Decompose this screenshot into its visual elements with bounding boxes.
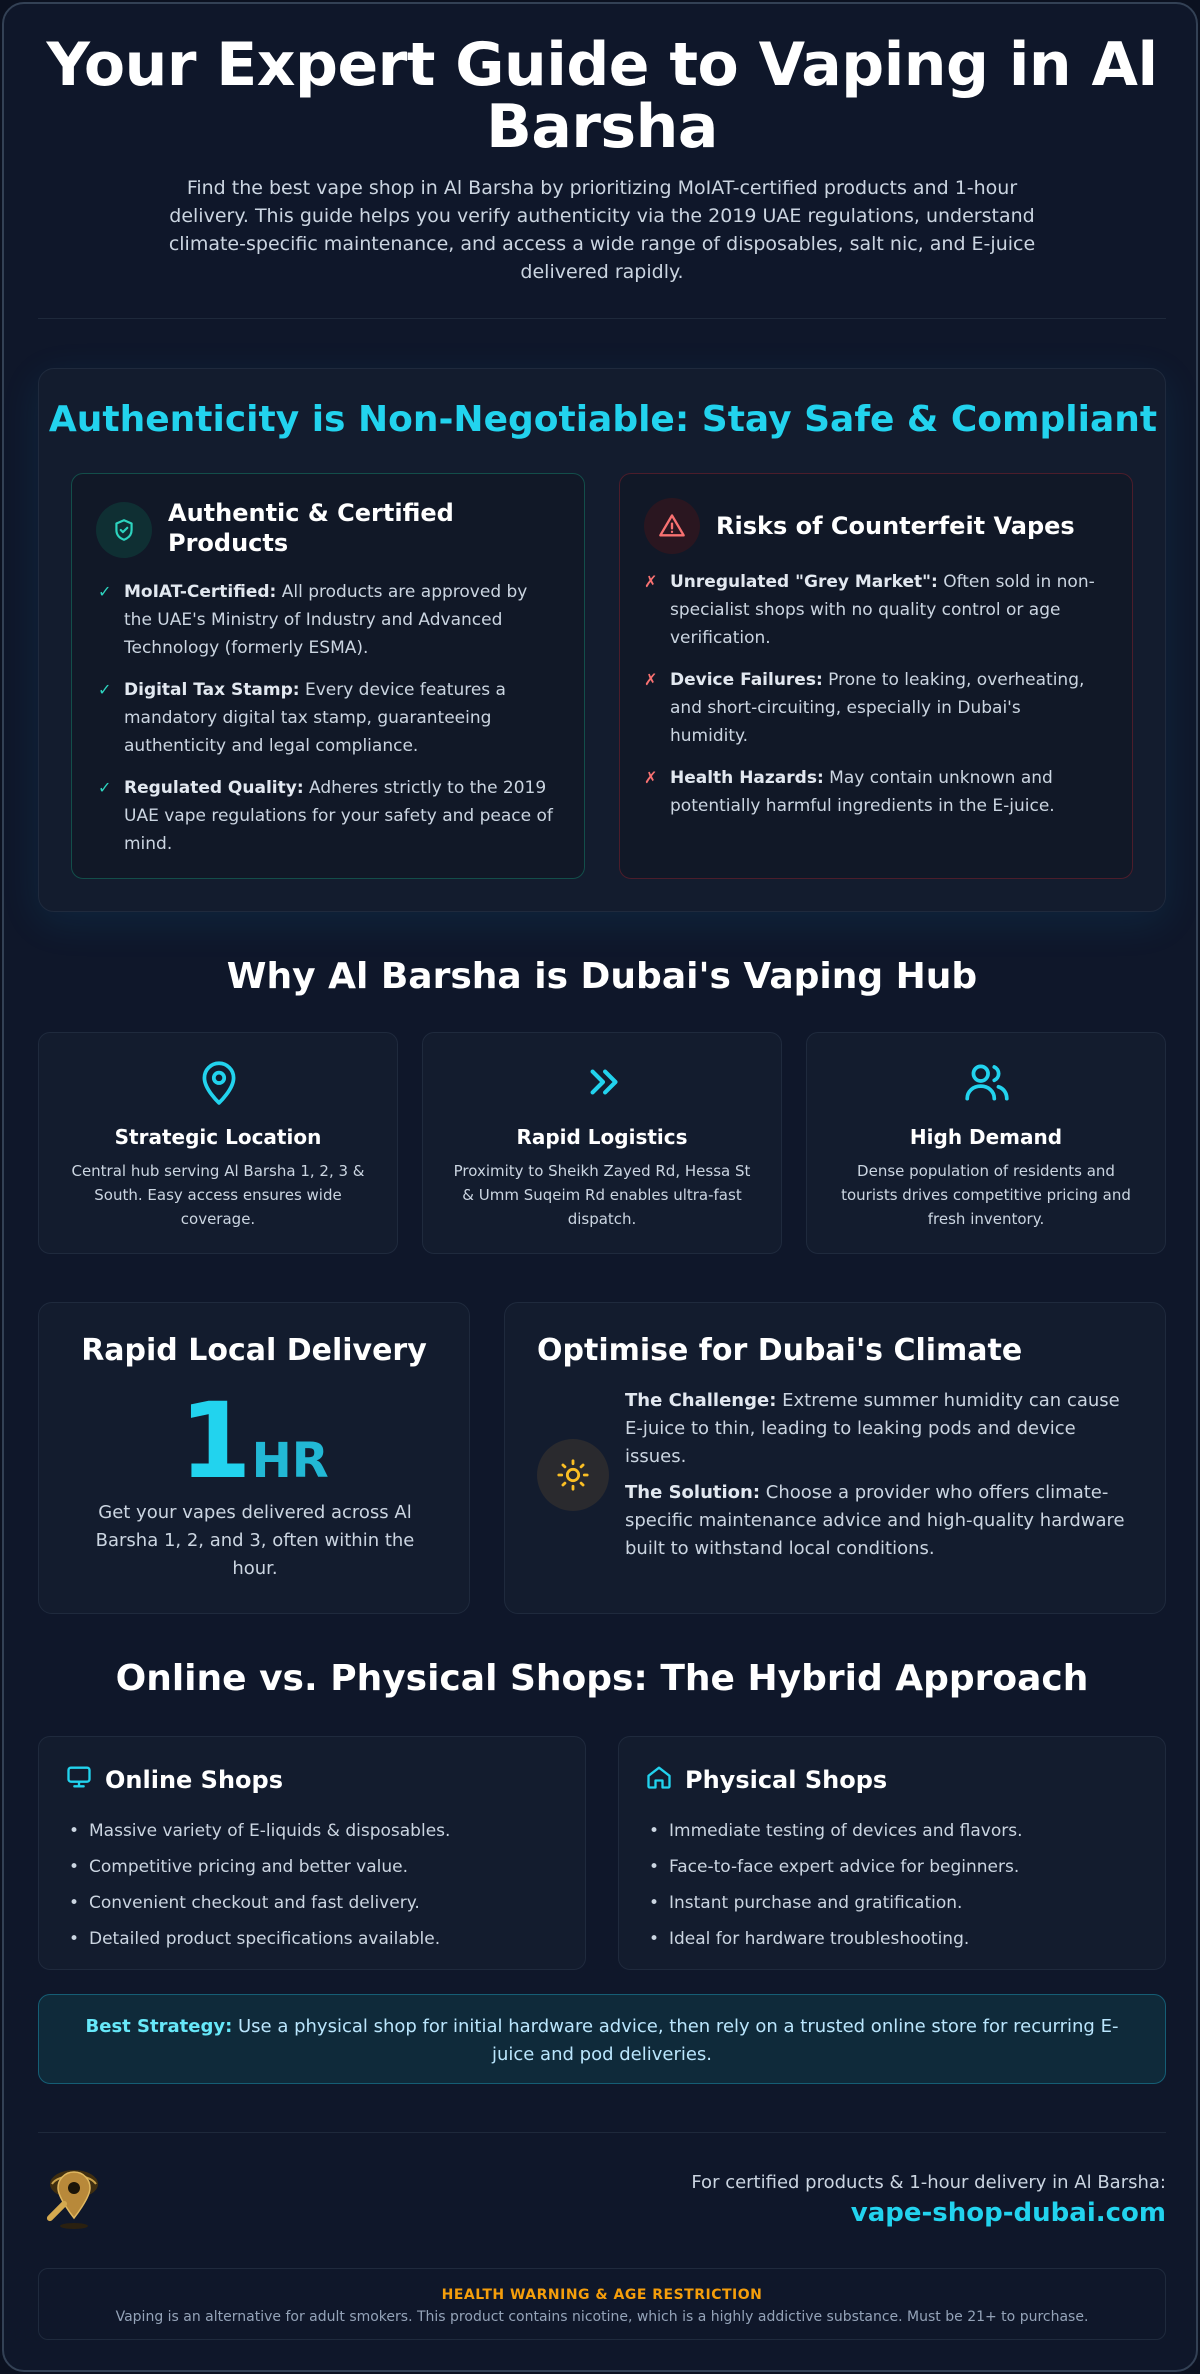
double-chevron-right-icon <box>578 1057 628 1107</box>
hub-card-title: High Demand <box>909 1125 1063 1149</box>
delivery-unit: HR <box>251 1433 329 1489</box>
website-link[interactable]: vape-shop-dubai.com <box>850 2198 1166 2228</box>
delivery-number: 1 <box>179 1380 252 1502</box>
climate-challenge: The Challenge: Extreme summer humidity can cause E-juice to thin, leading to leaking pods and device issues. <box>625 1390 1120 1467</box>
health-warning-title: HEALTH WARNING & AGE RESTRICTION <box>441 2287 763 2303</box>
list-item: ✗ Health Hazards: May contain unknown and potentially harmful ingredients in the E-juice. <box>644 768 1055 816</box>
health-warning-box <box>38 2268 1166 2340</box>
page-subtitle: Find the best vape shop in Al Barsha by prioritizing MoIAT-certified products and 1-hour delivery. This guide helps you verify authenticity via the 2019 UAE regulations, understand climate-specific maintenance, and access a wide range of disposables, salt nic, and E-juice delivered rapidly. <box>168 177 1036 283</box>
counterfeit-heading: Risks of Counterfeit Vapes <box>716 512 1075 540</box>
delivery-panel <box>38 1302 470 1614</box>
counterfeit-list <box>644 568 1104 834</box>
climate-panel <box>504 1302 1166 1614</box>
list-item: • Immediate testing of devices and flavors. <box>645 1813 1145 1849</box>
health-warning-text: Vaping is an alternative for adult smokers. This product contains nicotine, which is a highly addictive substance. Must be 21+ to purchase. <box>115 2309 1089 2325</box>
monitor-icon <box>65 1763 93 1797</box>
hub-title: Why Al Barsha is Dubai's Vaping Hub <box>226 956 978 997</box>
strategy-label: Best Strategy: <box>85 2016 233 2037</box>
list-item: • Ideal for hardware troubleshooting. <box>645 1921 1145 1957</box>
list-item: • Instant purchase and gratification. <box>645 1885 1145 1921</box>
list-item: • Massive variety of E-liquids & disposables. <box>65 1813 565 1849</box>
page-frame <box>2 2 1198 2372</box>
list-item: ✓ Digital Tax Stamp: Every device features a mandatory digital tax stamp, guaranteeing authenticity and legal compliance. <box>98 680 506 756</box>
physical-shops-card <box>618 1736 1166 1970</box>
list-item: • Competitive pricing and better value. <box>65 1849 565 1885</box>
footer-cta-text: For certified products & 1-hour delivery in Al Barsha: <box>691 2172 1166 2193</box>
hub-card-demand <box>806 1032 1166 1254</box>
page-title: Your Expert Guide to Vaping in Al Barsha <box>46 30 1158 162</box>
hub-card-logistics <box>422 1032 782 1254</box>
authenticity-title: Authenticity is Non-Negotiable: Stay Safe & Compliant <box>48 399 1158 440</box>
delivery-time <box>39 1381 469 1501</box>
certified-products-card <box>71 473 585 879</box>
online-shops-card <box>38 1736 586 1970</box>
list-item: • Convenient checkout and fast delivery. <box>65 1885 565 1921</box>
authenticity-section <box>38 368 1166 912</box>
hub-card-location <box>38 1032 398 1254</box>
certified-heading: Authentic & Certified Products <box>168 499 454 557</box>
map-pin-icon <box>194 1057 244 1107</box>
vape-pen-logo-icon <box>38 2162 104 2232</box>
hub-card-text: Central hub serving Al Barsha 1, 2, 3 & South. Easy access ensures wide coverage. <box>71 1162 365 1228</box>
list-item: • Detailed product specifications available. <box>65 1921 565 1957</box>
delivery-title: Rapid Local Delivery <box>81 1333 427 1368</box>
climate-title: Optimise for Dubai's Climate <box>537 1333 1023 1368</box>
house-icon <box>645 1763 673 1797</box>
physical-shops-heading: Physical Shops <box>645 1763 887 1797</box>
shield-check-icon <box>96 502 152 558</box>
strategy-text: Use a physical shop for initial hardware advice, then rely on a trusted online store for recurring E-juice and pod deliveries. <box>232 2016 1119 2065</box>
list-item: ✓ MoIAT-Certified: All products are approved by the UAE's Ministry of Industry and Advanced Technology (formerly ESMA). <box>98 582 528 658</box>
counterfeit-risks-card <box>619 473 1133 879</box>
hub-card-title: Rapid Logistics <box>516 1125 688 1149</box>
list-item: ✗ Device Failures: Prone to leaking, overheating, and short-circuiting, especially in Dubai's humidity. <box>644 670 1085 746</box>
list-item: ✓ Regulated Quality: Adheres strictly to the 2019 UAE vape regulations for your safety and peace of mind. <box>98 778 553 854</box>
list-item: ✗ Unregulated "Grey Market": Often sold in non-specialist shops with no quality control or age verification. <box>644 572 1095 648</box>
users-icon <box>962 1057 1012 1107</box>
divider <box>38 2132 1166 2133</box>
list-item: • Face-to-face expert advice for beginners. <box>645 1849 1145 1885</box>
shops-title: Online vs. Physical Shops: The Hybrid Approach <box>115 1658 1089 1699</box>
hub-card-text: Proximity to Sheikh Zayed Rd, Hessa St & Umm Suqeim Rd enables ultra-fast dispatch. <box>453 1162 751 1228</box>
online-shops-heading: Online Shops <box>65 1763 283 1797</box>
hub-card-text: Dense population of residents and tourists drives competitive pricing and fresh inventory. <box>841 1162 1131 1228</box>
best-strategy-callout <box>38 1994 1166 2084</box>
climate-solution: The Solution: Choose a provider who offers climate-specific maintenance advice and high-quality hardware built to withstand local conditions. <box>625 1482 1125 1559</box>
delivery-text: Get your vapes delivered across Al Barsha 1, 2, and 3, often within the hour. <box>95 1502 415 1579</box>
physical-shops-list <box>645 1813 1145 1957</box>
hub-card-title: Strategic Location <box>114 1125 322 1149</box>
sun-icon <box>537 1439 609 1511</box>
divider <box>38 318 1166 319</box>
warning-triangle-icon <box>644 498 700 554</box>
online-shops-list <box>65 1813 565 1957</box>
certified-list <box>98 578 558 872</box>
